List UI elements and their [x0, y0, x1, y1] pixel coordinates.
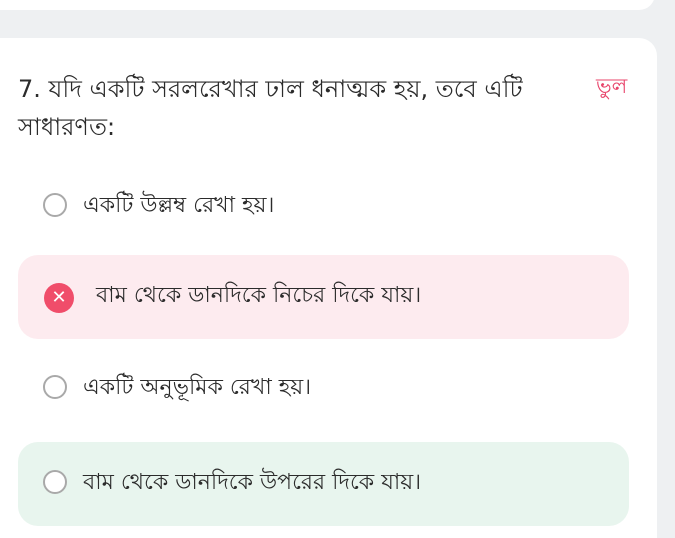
option-2-selected-wrong[interactable]	[18, 255, 629, 339]
option-1[interactable]	[18, 165, 629, 249]
question-body: যদি একটি সরলরেখার ঢাল ধনাত্মক হয়, তবে এটি সাধারণত:	[18, 75, 523, 141]
answer-status-label: ভুল	[596, 74, 628, 98]
previous-question-card	[0, 0, 655, 10]
option-4-correct[interactable]	[18, 442, 629, 526]
x-icon: ✕	[44, 283, 74, 313]
radio-button[interactable]	[43, 470, 67, 494]
question-number: 7.	[18, 75, 41, 103]
option-text: বাম থেকে ডানদিকে নিচের দিকে যায়।	[96, 283, 422, 308]
option-text: বাম থেকে ডানদিকে উপরের দিকে যায়।	[83, 470, 422, 495]
question-text	[18, 70, 558, 146]
option-text: একটি উল্লম্ব রেখা হয়।	[83, 193, 275, 218]
radio-button[interactable]	[43, 375, 67, 399]
option-3[interactable]	[18, 347, 629, 431]
radio-button[interactable]	[43, 193, 67, 217]
option-text: একটি অনুভূমিক রেখা হয়।	[83, 375, 312, 400]
